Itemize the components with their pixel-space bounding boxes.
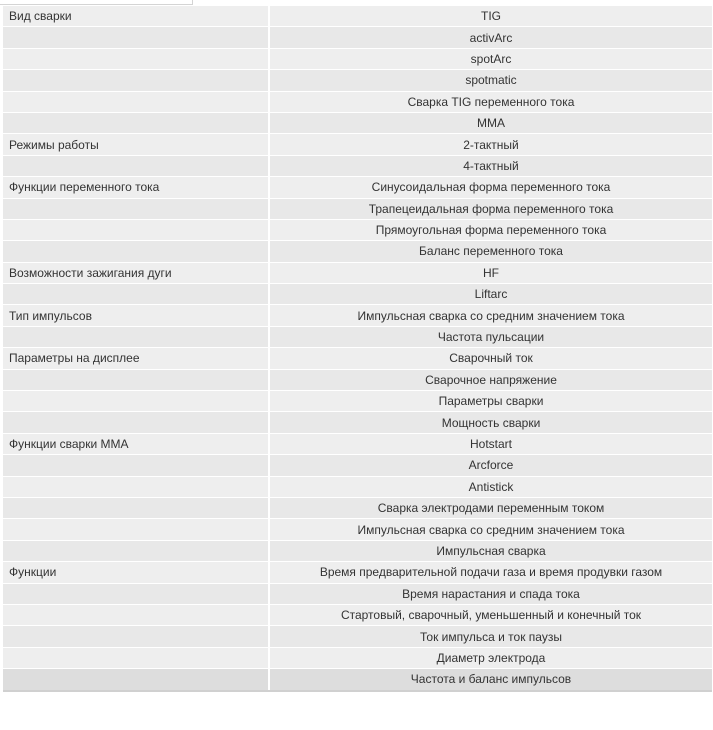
row-value: Стартовый, сварочный, уменьшенный и конечный ток	[269, 604, 712, 625]
table-row	[3, 647, 712, 668]
row-label	[3, 540, 269, 561]
row-value: Antistick	[269, 476, 712, 497]
row-value: Синусоидальная форма переменного тока	[269, 177, 712, 198]
table-row	[3, 583, 712, 604]
row-label	[3, 626, 269, 647]
row-value: Частота пульсации	[269, 326, 712, 347]
row-label	[3, 369, 269, 390]
row-value: 2-тактный	[269, 134, 712, 155]
row-label	[3, 241, 269, 262]
row-value: Liftarc	[269, 284, 712, 305]
row-label	[3, 519, 269, 540]
table-row	[3, 305, 712, 326]
row-label	[3, 284, 269, 305]
row-value: Трапецеидальная форма переменного тока	[269, 198, 712, 219]
row-value: Диаметр электрода	[269, 647, 712, 668]
row-label	[3, 476, 269, 497]
table-row	[3, 262, 712, 283]
table-row	[3, 6, 712, 27]
table-row	[3, 669, 712, 691]
row-value: TIG	[269, 6, 712, 27]
row-value: Время нарастания и спада тока	[269, 583, 712, 604]
row-label: Функции сварки MMA	[3, 433, 269, 454]
row-value: Частота и баланс импульсов	[269, 669, 712, 691]
table-row	[3, 70, 712, 91]
row-label	[3, 48, 269, 69]
table-row	[3, 540, 712, 561]
row-label	[3, 455, 269, 476]
table-row	[3, 519, 712, 540]
table-row	[3, 497, 712, 518]
table-row	[3, 455, 712, 476]
row-value: Сварка TIG переменного тока	[269, 91, 712, 112]
row-label	[3, 219, 269, 240]
row-value: MMA	[269, 112, 712, 133]
table-row	[3, 134, 712, 155]
row-label	[3, 91, 269, 112]
table-row	[3, 433, 712, 454]
row-value: spotmatic	[269, 70, 712, 91]
row-label	[3, 669, 269, 691]
row-label	[3, 647, 269, 668]
row-value: Параметры сварки	[269, 391, 712, 412]
row-value: Импульсная сварка	[269, 540, 712, 561]
row-label	[3, 497, 269, 518]
row-label	[3, 27, 269, 48]
row-label	[3, 70, 269, 91]
row-label: Вид сварки	[3, 6, 269, 27]
table-row	[3, 198, 712, 219]
row-value: spotArc	[269, 48, 712, 69]
row-value: Прямоугольная форма переменного тока	[269, 219, 712, 240]
row-label: Тип импульсов	[3, 305, 269, 326]
row-value: Сварочный ток	[269, 348, 712, 369]
row-label	[3, 583, 269, 604]
row-value: Arcforce	[269, 455, 712, 476]
table-row	[3, 155, 712, 176]
table-row	[3, 476, 712, 497]
row-value: Hotstart	[269, 433, 712, 454]
row-label	[3, 412, 269, 433]
table-row	[3, 562, 712, 583]
row-value: Ток импульса и ток паузы	[269, 626, 712, 647]
table-row	[3, 177, 712, 198]
table-row	[3, 91, 712, 112]
row-label	[3, 198, 269, 219]
table-row	[3, 369, 712, 390]
table-row	[3, 112, 712, 133]
row-label	[3, 112, 269, 133]
row-label	[3, 155, 269, 176]
table-row	[3, 284, 712, 305]
row-label: Параметры на дисплее	[3, 348, 269, 369]
table-row	[3, 626, 712, 647]
row-label: Режимы работы	[3, 134, 269, 155]
table-row	[3, 348, 712, 369]
row-label: Возможности зажигания дуги	[3, 262, 269, 283]
table-row	[3, 604, 712, 625]
row-value: Сварочное напряжение	[269, 369, 712, 390]
row-label: Функции	[3, 562, 269, 583]
table-row	[3, 48, 712, 69]
table-row	[3, 412, 712, 433]
row-value: 4-тактный	[269, 155, 712, 176]
table-row	[3, 391, 712, 412]
row-label: Функции переменного тока	[3, 177, 269, 198]
table-row	[3, 27, 712, 48]
row-label	[3, 391, 269, 412]
row-value: Баланс переменного тока	[269, 241, 712, 262]
table-row	[3, 219, 712, 240]
row-label	[3, 604, 269, 625]
row-value: Импульсная сварка со средним значением тока	[269, 519, 712, 540]
row-label	[3, 326, 269, 347]
table-row	[3, 241, 712, 262]
row-value: Время предварительной подачи газа и время продувки газом	[269, 562, 712, 583]
row-value: Мощность сварки	[269, 412, 712, 433]
row-value: Сварка электродами переменным током	[269, 497, 712, 518]
row-value: activArc	[269, 27, 712, 48]
row-value: HF	[269, 262, 712, 283]
row-value: Импульсная сварка со средним значением тока	[269, 305, 712, 326]
table-row	[3, 326, 712, 347]
specifications-table	[3, 5, 712, 692]
